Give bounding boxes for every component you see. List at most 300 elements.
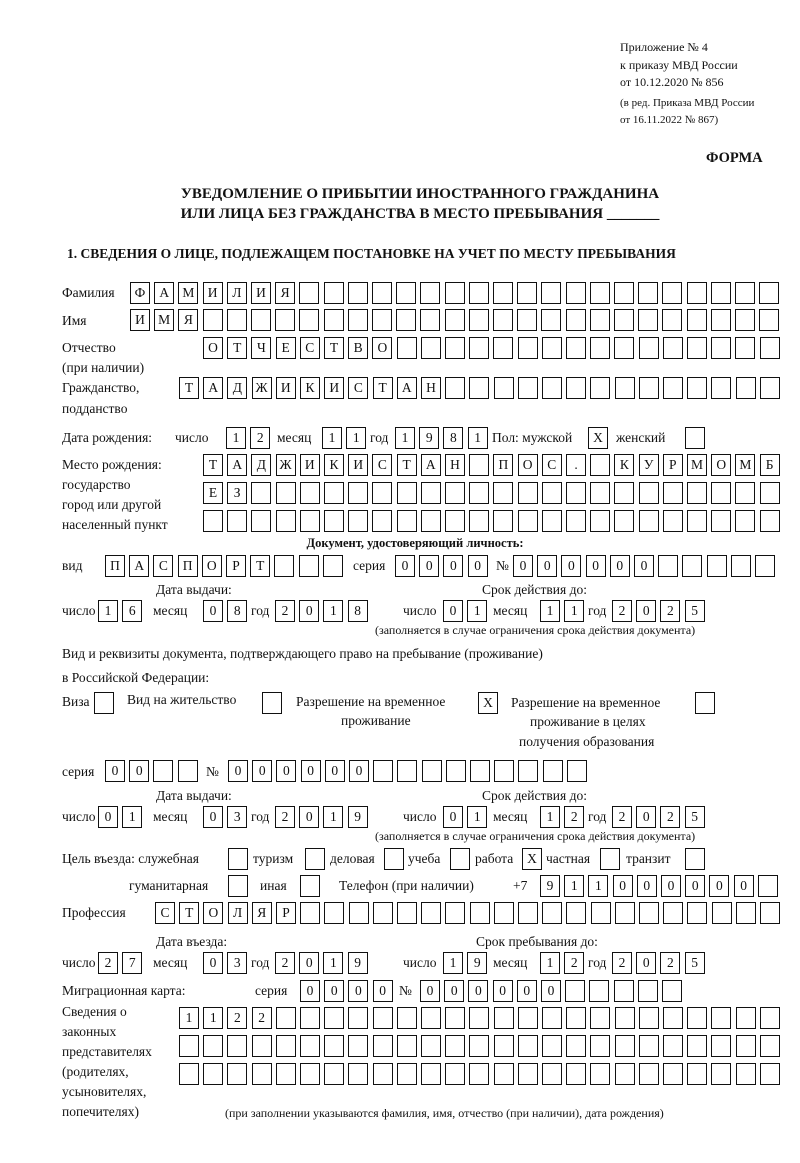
citizenship-cell[interactable] [494, 377, 514, 399]
birth-place-row3-cell[interactable] [687, 510, 707, 532]
patronymic-cell[interactable]: Ч [251, 337, 271, 359]
mig-series-cell[interactable]: 0 [348, 980, 368, 1002]
profession-cell[interactable]: Т [179, 902, 199, 924]
name-cell[interactable] [348, 309, 368, 331]
stay-number-cell[interactable] [397, 760, 417, 782]
stay-number-cell[interactable]: 0 [252, 760, 272, 782]
name-cell[interactable] [275, 309, 295, 331]
doc-issue-year-cell[interactable]: 2 [275, 600, 295, 622]
stay-number-cell[interactable] [373, 760, 393, 782]
name-cell[interactable] [420, 309, 440, 331]
birth-place-row3-cell[interactable] [542, 510, 562, 532]
birth-place-row1-cell[interactable]: О [711, 454, 731, 476]
name-cell[interactable] [662, 309, 682, 331]
doc-valid-day-cell[interactable]: 1 [467, 600, 487, 622]
birth-place-row2-cell[interactable] [421, 482, 441, 504]
reps-row2-cell[interactable] [348, 1035, 368, 1057]
reps-row1-cell[interactable] [639, 1007, 659, 1029]
surname-cell[interactable] [372, 282, 392, 304]
phone-cell[interactable] [758, 875, 778, 897]
birth-year-cell[interactable]: 1 [395, 427, 415, 449]
patronymic-cell[interactable] [735, 337, 755, 359]
birth-place-row1-cell[interactable] [469, 454, 489, 476]
birth-place-row2-cell[interactable] [566, 482, 586, 504]
name-cell[interactable] [203, 309, 223, 331]
surname-cell[interactable] [759, 282, 779, 304]
doc-issue-day-cell[interactable]: 1 [98, 600, 118, 622]
name-cell[interactable] [541, 309, 561, 331]
stay-issue-day-cell[interactable]: 0 [98, 806, 118, 828]
stay-until-year-cell[interactable]: 0 [636, 952, 656, 974]
surname-cell[interactable] [711, 282, 731, 304]
reps-row2-cell[interactable] [736, 1035, 756, 1057]
reps-row1-cell[interactable] [518, 1007, 538, 1029]
stay-series-cell[interactable] [153, 760, 173, 782]
stay-number-cell[interactable]: 0 [325, 760, 345, 782]
birth-year-cell[interactable]: 9 [419, 427, 439, 449]
birth-place-row2-cell[interactable] [372, 482, 392, 504]
reps-row2-cell[interactable] [590, 1035, 610, 1057]
doc-number-cell[interactable] [682, 555, 702, 577]
birth-place-row1-cell[interactable]: Т [203, 454, 223, 476]
reps-row1-cell[interactable] [687, 1007, 707, 1029]
phone-cell[interactable]: 0 [661, 875, 681, 897]
reps-row1-cell[interactable] [300, 1007, 320, 1029]
stay-until-year-cell[interactable]: 2 [612, 952, 632, 974]
profession-cell[interactable] [760, 902, 780, 924]
phone-cell[interactable]: 1 [588, 875, 608, 897]
phone-cell[interactable]: 0 [613, 875, 633, 897]
birth-place-row2-cell[interactable] [397, 482, 417, 504]
birth-place-row3-cell[interactable] [711, 510, 731, 532]
reps-row1-cell[interactable] [566, 1007, 586, 1029]
reps-row3-cell[interactable] [324, 1063, 344, 1085]
birth-place-row2-cell[interactable] [590, 482, 610, 504]
reps-row1-cell[interactable] [397, 1007, 417, 1029]
doc-type-cell[interactable] [274, 555, 294, 577]
birth-place-row1-cell[interactable]: К [324, 454, 344, 476]
name-cell[interactable] [251, 309, 271, 331]
reps-row2-cell[interactable] [639, 1035, 659, 1057]
birth-place-row1-cell[interactable]: Д [251, 454, 271, 476]
birth-place-row3-cell[interactable] [566, 510, 586, 532]
entry-year-cell[interactable]: 1 [323, 952, 343, 974]
mig-number-cell[interactable] [565, 980, 585, 1002]
reps-row1-cell[interactable] [348, 1007, 368, 1029]
reps-row2-cell[interactable] [227, 1035, 247, 1057]
mig-number-cell[interactable] [614, 980, 634, 1002]
name-cell[interactable] [517, 309, 537, 331]
name-cell[interactable] [324, 309, 344, 331]
birth-place-row2-cell[interactable] [711, 482, 731, 504]
patronymic-cell[interactable]: С [300, 337, 320, 359]
profession-cell[interactable] [300, 902, 320, 924]
stay-number-cell[interactable]: 0 [349, 760, 369, 782]
reps-row1-cell[interactable] [711, 1007, 731, 1029]
stay-number-cell[interactable] [446, 760, 466, 782]
patronymic-cell[interactable]: Е [276, 337, 296, 359]
stay-number-cell[interactable] [422, 760, 442, 782]
patronymic-cell[interactable] [542, 337, 562, 359]
patronymic-cell[interactable] [493, 337, 513, 359]
birth-place-row2-cell[interactable] [687, 482, 707, 504]
reps-row2-cell[interactable] [373, 1035, 393, 1057]
birth-place-row2-cell[interactable] [735, 482, 755, 504]
stay-until-month-cell[interactable]: 1 [540, 952, 560, 974]
profession-cell[interactable] [566, 902, 586, 924]
reps-row3-cell[interactable] [663, 1063, 683, 1085]
phone-cell[interactable]: 0 [734, 875, 754, 897]
patronymic-cell[interactable] [639, 337, 659, 359]
reps-row2-cell[interactable] [663, 1035, 683, 1057]
birth-place-row3-cell[interactable] [518, 510, 538, 532]
citizenship-cell[interactable] [518, 377, 538, 399]
entry-day-cell[interactable]: 2 [98, 952, 118, 974]
name-cell[interactable] [493, 309, 513, 331]
profession-cell[interactable] [518, 902, 538, 924]
name-cell[interactable] [638, 309, 658, 331]
reps-row3-cell[interactable] [397, 1063, 417, 1085]
birth-place-row3-cell[interactable] [639, 510, 659, 532]
citizenship-cell[interactable] [566, 377, 586, 399]
citizenship-cell[interactable] [469, 377, 489, 399]
doc-number-cell[interactable] [755, 555, 775, 577]
citizenship-cell[interactable]: А [397, 377, 417, 399]
profession-cell[interactable]: Л [228, 902, 248, 924]
mig-number-cell[interactable]: 0 [541, 980, 561, 1002]
reps-row2-cell[interactable] [203, 1035, 223, 1057]
doc-number-cell[interactable]: 0 [610, 555, 630, 577]
surname-cell[interactable] [493, 282, 513, 304]
birth-place-row1-cell[interactable]: И [300, 454, 320, 476]
surname-cell[interactable]: Ф [130, 282, 150, 304]
reps-row2-cell[interactable] [445, 1035, 465, 1057]
reps-row1-cell[interactable] [736, 1007, 756, 1029]
stay-until-year-cell[interactable]: 2 [660, 952, 680, 974]
patronymic-cell[interactable] [760, 337, 780, 359]
profession-cell[interactable] [712, 902, 732, 924]
birth-place-row3-cell[interactable] [735, 510, 755, 532]
reps-row1-cell[interactable]: 2 [252, 1007, 272, 1029]
reps-row3-cell[interactable] [373, 1063, 393, 1085]
entry-year-cell[interactable]: 0 [299, 952, 319, 974]
birth-month-cell[interactable]: 1 [346, 427, 366, 449]
profession-cell[interactable] [591, 902, 611, 924]
patronymic-cell[interactable] [397, 337, 417, 359]
surname-cell[interactable]: Я [275, 282, 295, 304]
reps-row1-cell[interactable] [663, 1007, 683, 1029]
patronymic-cell[interactable]: В [348, 337, 368, 359]
citizenship-cell[interactable] [445, 377, 465, 399]
mig-number-cell[interactable]: 0 [493, 980, 513, 1002]
reps-row3-cell[interactable] [348, 1063, 368, 1085]
citizenship-cell[interactable]: Д [227, 377, 247, 399]
surname-cell[interactable] [541, 282, 561, 304]
reps-row1-cell[interactable] [421, 1007, 441, 1029]
profession-cell[interactable] [445, 902, 465, 924]
purpose-private-checkbox[interactable] [600, 848, 620, 870]
reps-row1-cell[interactable] [494, 1007, 514, 1029]
reps-row1-cell[interactable]: 1 [203, 1007, 223, 1029]
birth-place-row1-cell[interactable]: С [542, 454, 562, 476]
phone-cell[interactable]: 0 [685, 875, 705, 897]
doc-type-cell[interactable]: А [129, 555, 149, 577]
reps-row3-cell[interactable] [469, 1063, 489, 1085]
name-cell[interactable] [735, 309, 755, 331]
stay-number-cell[interactable] [470, 760, 490, 782]
citizenship-cell[interactable]: Н [421, 377, 441, 399]
stay-number-cell[interactable] [543, 760, 563, 782]
reps-row1-cell[interactable] [469, 1007, 489, 1029]
phone-cell[interactable]: 0 [637, 875, 657, 897]
reps-row1-cell[interactable] [445, 1007, 465, 1029]
reps-row3-cell[interactable] [639, 1063, 659, 1085]
profession-cell[interactable]: Р [276, 902, 296, 924]
patronymic-cell[interactable] [590, 337, 610, 359]
doc-issue-day-cell[interactable]: 6 [122, 600, 142, 622]
surname-cell[interactable]: И [251, 282, 271, 304]
name-cell[interactable] [396, 309, 416, 331]
stay-number-cell[interactable] [518, 760, 538, 782]
surname-cell[interactable] [735, 282, 755, 304]
birth-place-row3-cell[interactable] [300, 510, 320, 532]
birth-place-row2-cell[interactable] [760, 482, 780, 504]
birth-day-cell[interactable]: 2 [250, 427, 270, 449]
reps-row2-cell[interactable] [324, 1035, 344, 1057]
birth-place-row1-cell[interactable]: Ж [276, 454, 296, 476]
temp-edu-checkbox[interactable] [695, 692, 715, 714]
stay-series-cell[interactable]: 0 [105, 760, 125, 782]
stay-valid-year-cell[interactable]: 5 [685, 806, 705, 828]
birth-place-row1-cell[interactable]: К [614, 454, 634, 476]
phone-cell[interactable]: 0 [709, 875, 729, 897]
patronymic-cell[interactable] [566, 337, 586, 359]
name-cell[interactable] [372, 309, 392, 331]
profession-cell[interactable]: Я [252, 902, 272, 924]
surname-cell[interactable] [469, 282, 489, 304]
surname-cell[interactable] [614, 282, 634, 304]
name-cell[interactable] [614, 309, 634, 331]
citizenship-cell[interactable]: А [203, 377, 223, 399]
stay-issue-month-cell[interactable]: 3 [227, 806, 247, 828]
name-cell[interactable]: И [130, 309, 150, 331]
birth-place-row1-cell[interactable]: И [348, 454, 368, 476]
phone-cell[interactable]: 1 [564, 875, 584, 897]
profession-cell[interactable]: С [155, 902, 175, 924]
doc-type-cell[interactable] [323, 555, 343, 577]
reps-row1-cell[interactable]: 1 [179, 1007, 199, 1029]
doc-number-cell[interactable]: 0 [634, 555, 654, 577]
birth-place-row2-cell[interactable] [542, 482, 562, 504]
citizenship-cell[interactable] [760, 377, 780, 399]
citizenship-cell[interactable]: И [324, 377, 344, 399]
stay-issue-year-cell[interactable]: 1 [323, 806, 343, 828]
mig-number-cell[interactable] [589, 980, 609, 1002]
birth-place-row1-cell[interactable]: М [735, 454, 755, 476]
birth-year-cell[interactable]: 1 [468, 427, 488, 449]
surname-cell[interactable] [420, 282, 440, 304]
birth-place-row3-cell[interactable] [276, 510, 296, 532]
birth-month-cell[interactable]: 1 [322, 427, 342, 449]
birth-place-row3-cell[interactable] [397, 510, 417, 532]
mig-series-cell[interactable]: 0 [373, 980, 393, 1002]
doc-type-cell[interactable]: П [178, 555, 198, 577]
entry-year-cell[interactable]: 9 [348, 952, 368, 974]
surname-cell[interactable] [566, 282, 586, 304]
reps-row3-cell[interactable] [687, 1063, 707, 1085]
citizenship-cell[interactable] [615, 377, 635, 399]
reps-row3-cell[interactable] [590, 1063, 610, 1085]
birth-place-row3-cell[interactable] [445, 510, 465, 532]
doc-valid-year-cell[interactable]: 5 [685, 600, 705, 622]
patronymic-cell[interactable] [711, 337, 731, 359]
reps-row3-cell[interactable] [711, 1063, 731, 1085]
reps-row2-cell[interactable] [397, 1035, 417, 1057]
doc-type-cell[interactable]: Р [226, 555, 246, 577]
doc-series-cell[interactable]: 0 [395, 555, 415, 577]
reps-row3-cell[interactable] [494, 1063, 514, 1085]
birth-place-row2-cell[interactable] [348, 482, 368, 504]
patronymic-cell[interactable]: Т [324, 337, 344, 359]
reps-row3-cell[interactable] [445, 1063, 465, 1085]
entry-year-cell[interactable]: 2 [275, 952, 295, 974]
birth-place-row1-cell[interactable]: Б [760, 454, 780, 476]
patronymic-cell[interactable] [614, 337, 634, 359]
profession-cell[interactable] [687, 902, 707, 924]
birth-place-row3-cell[interactable] [760, 510, 780, 532]
birth-place-row2-cell[interactable] [663, 482, 683, 504]
entry-month-cell[interactable]: 0 [203, 952, 223, 974]
birth-place-row1-cell[interactable]: У [639, 454, 659, 476]
reps-row1-cell[interactable] [760, 1007, 780, 1029]
birth-place-row1-cell[interactable]: О [518, 454, 538, 476]
patronymic-cell[interactable]: Т [227, 337, 247, 359]
doc-issue-month-cell[interactable]: 8 [227, 600, 247, 622]
doc-number-cell[interactable] [707, 555, 727, 577]
birth-place-row2-cell[interactable] [469, 482, 489, 504]
stay-issue-year-cell[interactable]: 9 [348, 806, 368, 828]
birth-place-row3-cell[interactable] [251, 510, 271, 532]
surname-cell[interactable] [638, 282, 658, 304]
birth-place-row3-cell[interactable] [372, 510, 392, 532]
profession-cell[interactable] [663, 902, 683, 924]
doc-issue-year-cell[interactable]: 1 [323, 600, 343, 622]
name-cell[interactable]: М [154, 309, 174, 331]
profession-cell[interactable] [324, 902, 344, 924]
doc-number-cell[interactable]: 0 [537, 555, 557, 577]
purpose-other-checkbox[interactable] [300, 875, 320, 897]
reps-row2-cell[interactable] [300, 1035, 320, 1057]
profession-cell[interactable] [494, 902, 514, 924]
citizenship-cell[interactable] [590, 377, 610, 399]
surname-cell[interactable]: Л [227, 282, 247, 304]
birth-place-row1-cell[interactable]: П [493, 454, 513, 476]
doc-series-cell[interactable]: 0 [419, 555, 439, 577]
name-cell[interactable] [469, 309, 489, 331]
citizenship-cell[interactable]: Ж [252, 377, 272, 399]
stay-number-cell[interactable]: 0 [276, 760, 296, 782]
birth-place-row1-cell[interactable]: М [687, 454, 707, 476]
reps-row1-cell[interactable] [373, 1007, 393, 1029]
stay-until-day-cell[interactable]: 1 [443, 952, 463, 974]
temp-residence-checkbox[interactable]: X [478, 692, 498, 714]
patronymic-cell[interactable]: О [203, 337, 223, 359]
entry-day-cell[interactable]: 7 [122, 952, 142, 974]
name-cell[interactable] [590, 309, 610, 331]
mig-number-cell[interactable]: 0 [444, 980, 464, 1002]
birth-place-row2-cell[interactable] [614, 482, 634, 504]
doc-type-cell[interactable] [299, 555, 319, 577]
reps-row2-cell[interactable] [518, 1035, 538, 1057]
stay-number-cell[interactable]: 0 [228, 760, 248, 782]
birth-place-row2-cell[interactable] [493, 482, 513, 504]
birth-place-row3-cell[interactable] [663, 510, 683, 532]
surname-cell[interactable] [324, 282, 344, 304]
reps-row3-cell[interactable] [227, 1063, 247, 1085]
reps-row1-cell[interactable] [615, 1007, 635, 1029]
reps-row1-cell[interactable] [542, 1007, 562, 1029]
doc-type-cell[interactable]: С [153, 555, 173, 577]
reps-row2-cell[interactable] [276, 1035, 296, 1057]
reps-row2-cell[interactable] [687, 1035, 707, 1057]
doc-issue-year-cell[interactable]: 8 [348, 600, 368, 622]
stay-number-cell[interactable]: 0 [301, 760, 321, 782]
birth-place-row3-cell[interactable] [421, 510, 441, 532]
profession-cell[interactable] [542, 902, 562, 924]
birth-place-row2-cell[interactable] [518, 482, 538, 504]
surname-cell[interactable] [590, 282, 610, 304]
stay-valid-day-cell[interactable]: 0 [443, 806, 463, 828]
name-cell[interactable]: Я [178, 309, 198, 331]
name-cell[interactable] [227, 309, 247, 331]
birth-place-row1-cell[interactable]: С [372, 454, 392, 476]
birth-day-cell[interactable]: 1 [226, 427, 246, 449]
stay-series-cell[interactable]: 0 [129, 760, 149, 782]
reps-row2-cell[interactable] [760, 1035, 780, 1057]
citizenship-cell[interactable] [639, 377, 659, 399]
mig-series-cell[interactable]: 0 [300, 980, 320, 1002]
doc-type-cell[interactable]: О [202, 555, 222, 577]
stay-until-day-cell[interactable]: 9 [467, 952, 487, 974]
doc-number-cell[interactable]: 0 [586, 555, 606, 577]
purpose-study-checkbox[interactable] [450, 848, 470, 870]
reps-row1-cell[interactable] [590, 1007, 610, 1029]
stay-series-cell[interactable] [178, 760, 198, 782]
surname-cell[interactable] [299, 282, 319, 304]
profession-cell[interactable] [639, 902, 659, 924]
doc-issue-year-cell[interactable]: 0 [299, 600, 319, 622]
reps-row3-cell[interactable] [252, 1063, 272, 1085]
birth-place-row2-cell[interactable] [445, 482, 465, 504]
patronymic-cell[interactable] [421, 337, 441, 359]
birth-place-row1-cell[interactable]: Р [663, 454, 683, 476]
reps-row2-cell[interactable] [542, 1035, 562, 1057]
birth-place-row2-cell[interactable] [300, 482, 320, 504]
reps-row2-cell[interactable] [615, 1035, 635, 1057]
citizenship-cell[interactable]: С [348, 377, 368, 399]
birth-year-cell[interactable]: 8 [443, 427, 463, 449]
patronymic-cell[interactable] [687, 337, 707, 359]
citizenship-cell[interactable] [711, 377, 731, 399]
reps-row2-cell[interactable] [469, 1035, 489, 1057]
stay-valid-year-cell[interactable]: 2 [660, 806, 680, 828]
birth-place-row1-cell[interactable]: А [227, 454, 247, 476]
profession-cell[interactable] [615, 902, 635, 924]
reps-row1-cell[interactable] [276, 1007, 296, 1029]
reps-row3-cell[interactable] [203, 1063, 223, 1085]
profession-cell[interactable]: О [203, 902, 223, 924]
reps-row2-cell[interactable] [566, 1035, 586, 1057]
